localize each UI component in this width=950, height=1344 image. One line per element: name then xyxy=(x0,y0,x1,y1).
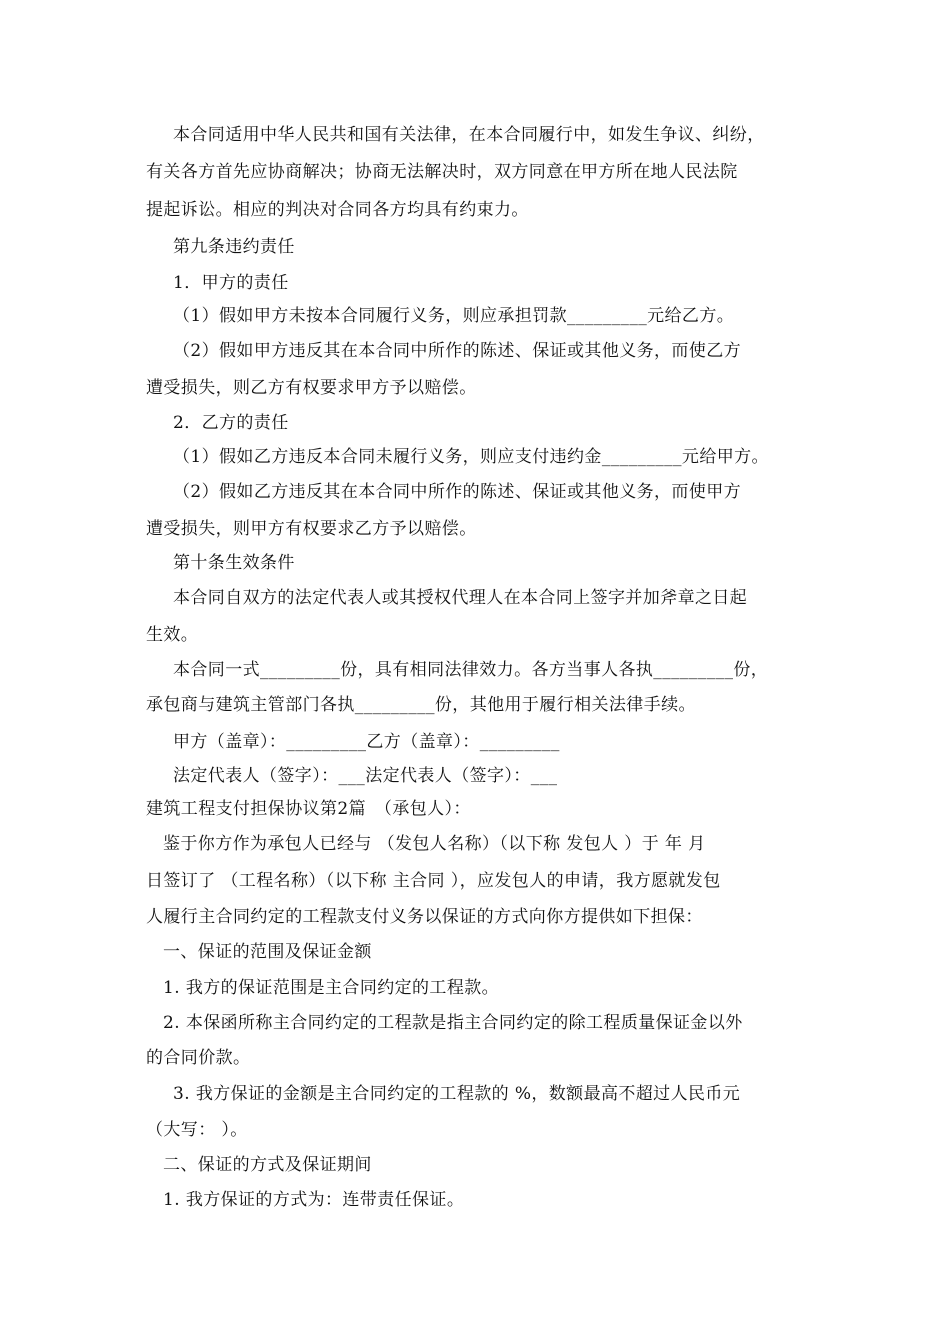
text-line: （2）假如乙方违反其在本合同中所作的陈述、保证或其他义务，而使甲方 xyxy=(173,482,742,502)
text-line: 遭受损失，则甲方有权要求乙方予以赔偿。 xyxy=(146,519,477,539)
section-heading: 第九条违约责任 xyxy=(173,237,295,257)
section-heading: 二、保证的方式及保证期间 xyxy=(163,1155,372,1175)
text-line: （1）假如乙方违反本合同未履行义务，则应支付违约金_________元给甲方。 xyxy=(173,447,769,467)
text-line: （1）假如甲方未按本合同履行义务，则应承担罚款_________元给乙方。 xyxy=(173,306,735,326)
subsection-heading: 1．甲方的责任 xyxy=(173,273,289,293)
text-line: 3. 我方保证的金额是主合同约定的工程款的 %，数额最高不超过人民币元 xyxy=(173,1084,741,1104)
text-line: 遭受损失，则乙方有权要求甲方予以赔偿。 xyxy=(146,378,477,398)
section-heading: 第十条生效条件 xyxy=(173,553,295,573)
text-line: 有关各方首先应协商解决；协商无法解决时，双方同意在甲方所在地人民法院 xyxy=(146,162,738,182)
section-heading: 一、保证的范围及保证金额 xyxy=(163,942,372,962)
text-line: 人履行主合同约定的工程款支付义务以保证的方式向你方提供如下担保： xyxy=(146,907,703,927)
signature-line: 甲方（盖章）：_________乙方（盖章）：_________ xyxy=(173,732,560,752)
text-line: 本合同自双方的法定代表人或其授权代理人在本合同上签字并加斧章之日起 xyxy=(173,588,748,608)
text-line: 承包商与建筑主管部门各执_________份，其他用于履行相关法律手续。 xyxy=(146,695,696,715)
text-line: 本合同适用中华人民共和国有关法律，在本合同履行中，如发生争议、纠纷， xyxy=(173,125,765,145)
text-line: 提起诉讼。相应的判决对合同各方均具有约束力。 xyxy=(146,200,529,220)
text-line: 本合同一式_________份，具有相同法律效力。各方当事人各执_________份， xyxy=(173,660,769,680)
text-line: 鉴于你方作为承包人已经与 （发包人名称）（以下称 发包人 ）于 年 月 xyxy=(163,834,706,854)
text-line: 日签订了 （工程名称）（以下称 主合同 ），应发包人的申请，我方愿就发包 xyxy=(146,871,721,891)
document-title: 建筑工程支付担保协议第2篇 （承包人）： xyxy=(146,799,471,819)
text-line: （2）假如甲方违反其在本合同中所作的陈述、保证或其他义务，而使乙方 xyxy=(173,341,742,361)
signature-line: 法定代表人（签字）：___法定代表人（签字）：___ xyxy=(173,766,558,786)
text-line: （大写： ）。 xyxy=(146,1120,248,1140)
text-line: 的合同价款。 xyxy=(146,1048,251,1068)
text-line: 1. 我方保证的方式为：连带责任保证。 xyxy=(163,1190,465,1210)
subsection-heading: 2．乙方的责任 xyxy=(173,413,289,433)
text-line: 2. 本保函所称主合同约定的工程款是指主合同约定的除工程质量保证金以外 xyxy=(163,1013,743,1033)
text-line: 生效。 xyxy=(146,625,199,645)
text-line: 1. 我方的保证范围是主合同约定的工程款。 xyxy=(163,978,500,998)
